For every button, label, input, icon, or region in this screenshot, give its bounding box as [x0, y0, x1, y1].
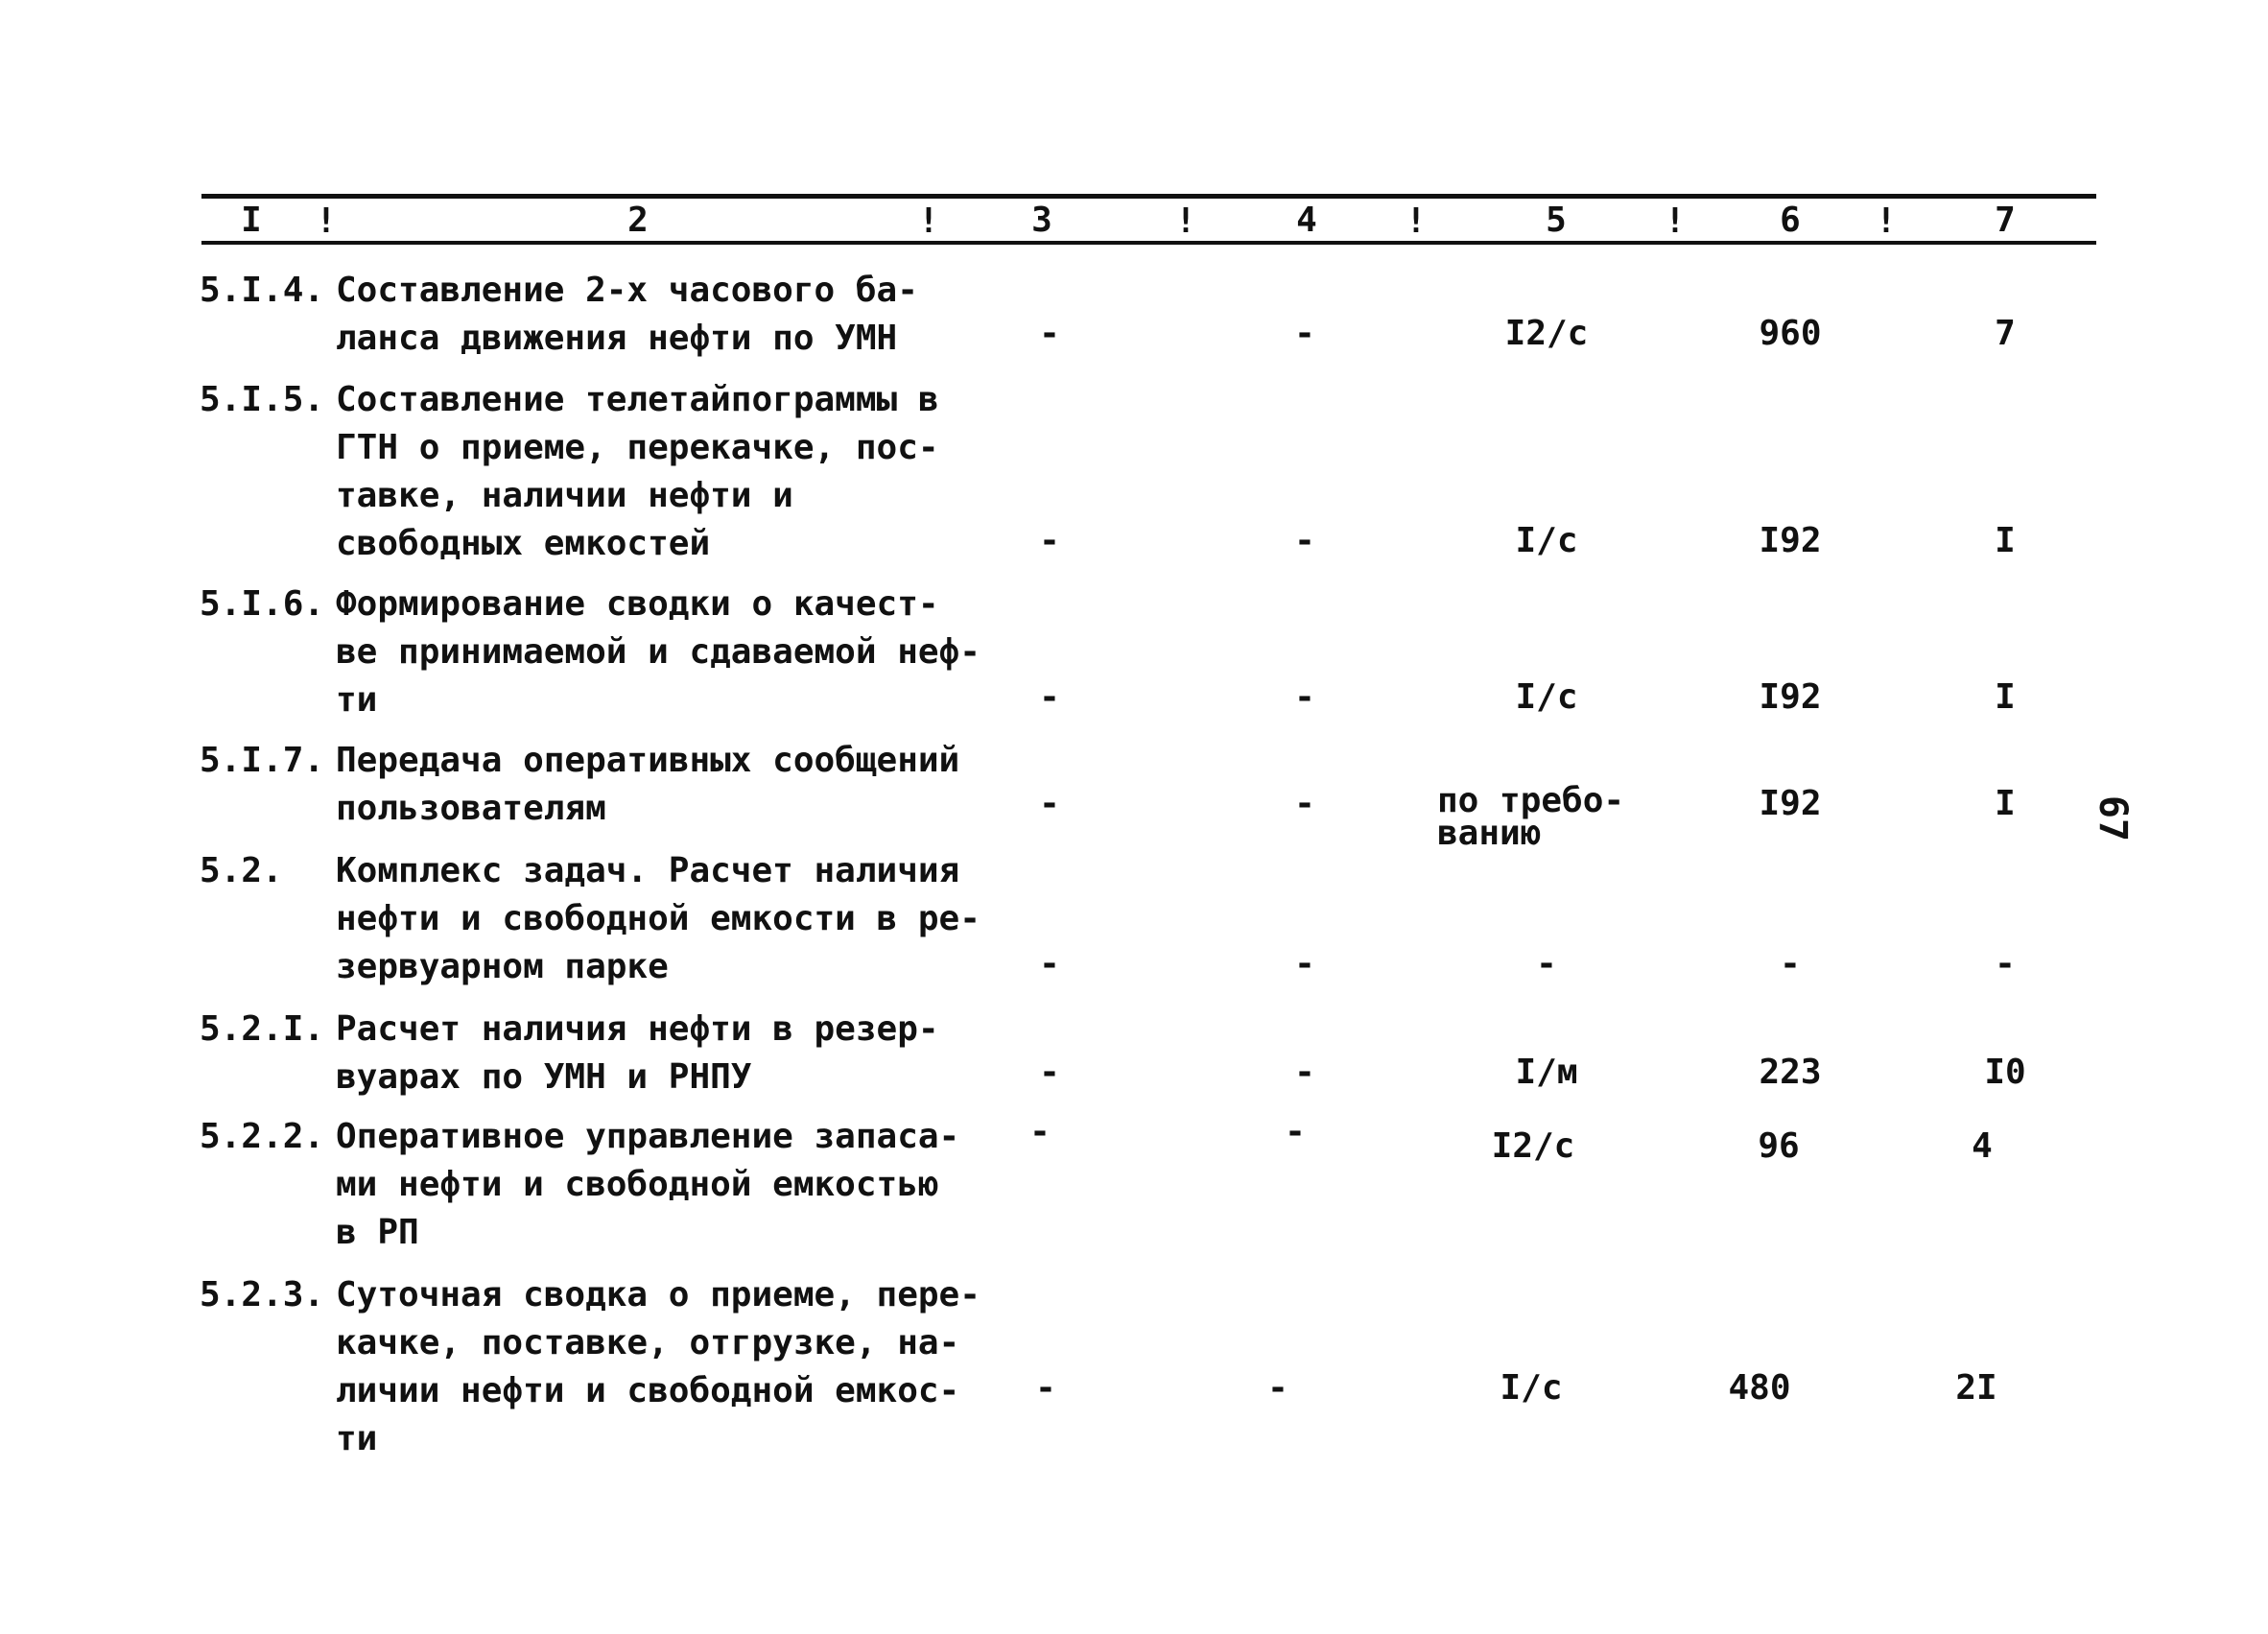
cell-col-3: -	[1039, 677, 1060, 717]
description-line: в РП	[336, 1213, 419, 1252]
description-line: пользователям	[336, 789, 606, 828]
header-col-3: 3	[1031, 201, 1052, 240]
description-line: личии нефти и свободной емкос-	[336, 1371, 960, 1410]
cell-col-7: -	[1995, 944, 2016, 983]
cell-col-4: -	[1294, 677, 1315, 717]
row-description	[336, 580, 980, 724]
cell-col-4: -	[1285, 1112, 1306, 1151]
cell-col-4: -	[1294, 521, 1315, 560]
cell-col-4: -	[1294, 1053, 1315, 1092]
cell-line: по требо-	[1437, 781, 1625, 820]
description-line: Передача оперативных сообщений	[336, 741, 960, 780]
description-line: ве принимаемой и сдаваемой неф-	[336, 632, 980, 672]
header-separator: !	[1665, 201, 1686, 241]
header-col-4: 4	[1296, 201, 1317, 240]
row-code: 5.2.3.	[200, 1275, 325, 1314]
cell-col-7: I	[1995, 521, 2016, 560]
description-line: ти	[336, 1419, 378, 1458]
row-code: 5.2.2.	[200, 1117, 325, 1156]
page-number: 67	[2091, 794, 2136, 842]
cell-col-3: -	[1039, 1053, 1060, 1092]
cell-col-6: -	[1780, 944, 1801, 983]
cell-col-6: I92	[1759, 677, 1822, 717]
row-description	[336, 847, 980, 991]
row-description	[336, 267, 950, 363]
cell-col-7: 2I	[1955, 1368, 1997, 1408]
description-line: ланса движения нефти по УМН	[336, 319, 898, 358]
cell-col-6: 223	[1759, 1053, 1822, 1092]
header-col-1: I	[241, 201, 262, 240]
header-col-7: 7	[1995, 201, 2016, 240]
cell-col-4: -	[1267, 1368, 1288, 1408]
cell-col-6: 96	[1758, 1126, 1800, 1166]
cell-col-4: -	[1294, 784, 1315, 823]
cell-col-3: -	[1039, 521, 1060, 560]
description-line: Составление 2-х часового ба-	[336, 271, 918, 310]
description-line: Комплекс задач. Расчет наличия	[336, 851, 960, 890]
row-code: 5.I.5.	[200, 380, 325, 419]
cell-col-6: I92	[1759, 521, 1822, 560]
cell-col-5: -	[1536, 944, 1557, 983]
description-line: ти	[336, 680, 378, 720]
description-line: нефти и свободной емкости в ре-	[336, 899, 980, 938]
row-description	[336, 1006, 950, 1101]
description-line: зервуарном парке	[336, 947, 669, 986]
description-line: ми нефти и свободной емкостью	[336, 1165, 939, 1204]
cell-col-7: I	[1995, 784, 2016, 823]
description-line: Суточная сводка о приеме, пере-	[336, 1275, 980, 1314]
cell-col-5: I/c	[1500, 1368, 1563, 1408]
description-line: ГТН о приеме, перекачке, пос-	[336, 428, 939, 467]
cell-col-4: -	[1294, 944, 1315, 983]
cell-col-7: I0	[1984, 1053, 2026, 1092]
cell-col-7: 7	[1995, 314, 2016, 353]
header-separator: !	[316, 201, 337, 241]
row-code: 5.I.7.	[200, 741, 325, 780]
header-separator: !	[1175, 201, 1196, 241]
header-separator: !	[1406, 201, 1427, 241]
cell-col-6: I92	[1759, 784, 1822, 823]
cell-col-5: I/м	[1515, 1053, 1578, 1092]
cell-col-7: 4	[1972, 1126, 1993, 1166]
cell-col-4: -	[1294, 314, 1315, 353]
header-separator: !	[918, 201, 939, 241]
cell-col-7: I	[1995, 677, 2016, 717]
table-top-rule	[201, 194, 2096, 199]
table-header-rule	[201, 241, 2096, 245]
row-code: 5.2.I.	[200, 1009, 325, 1049]
description-line: качке, поставке, отгрузке, на-	[336, 1323, 960, 1362]
description-line: тавке, наличии нефти и	[336, 476, 793, 515]
header-col-2: 2	[627, 201, 649, 240]
header-col-6: 6	[1780, 201, 1801, 240]
description-line: Расчет наличия нефти в резер-	[336, 1009, 939, 1049]
cell-col-5	[1437, 781, 1625, 853]
row-code: 5.2.	[200, 851, 283, 890]
cell-col-3: -	[1029, 1112, 1051, 1151]
description-line: Оперативное управление запаса-	[336, 1117, 960, 1156]
cell-col-5: I/c	[1515, 521, 1578, 560]
cell-col-6: 480	[1728, 1368, 1791, 1408]
description-line: Составление телетайпограммы в	[336, 380, 939, 419]
cell-col-3: -	[1039, 314, 1060, 353]
row-description	[336, 737, 960, 833]
header-col-5: 5	[1546, 201, 1567, 240]
cell-col-5: I2/c	[1504, 314, 1589, 353]
row-description	[336, 1271, 980, 1463]
row-description	[336, 376, 950, 568]
cell-col-6: 960	[1759, 314, 1822, 353]
cell-col-3: -	[1035, 1368, 1056, 1408]
description-line: вуарах по УМН и РНПУ	[336, 1057, 752, 1097]
cell-col-3: -	[1039, 944, 1060, 983]
description-line: Формирование сводки о качест-	[336, 584, 939, 624]
cell-col-3: -	[1039, 784, 1060, 823]
row-code: 5.I.6.	[200, 584, 325, 624]
cell-col-5: I2/c	[1491, 1126, 1575, 1166]
cell-col-5: I/c	[1515, 677, 1578, 717]
header-separator: !	[1876, 201, 1897, 241]
description-line: свободных емкостей	[336, 524, 711, 563]
cell-line: ванию	[1437, 814, 1542, 853]
row-description	[336, 1113, 960, 1257]
row-code: 5.I.4.	[200, 271, 325, 310]
